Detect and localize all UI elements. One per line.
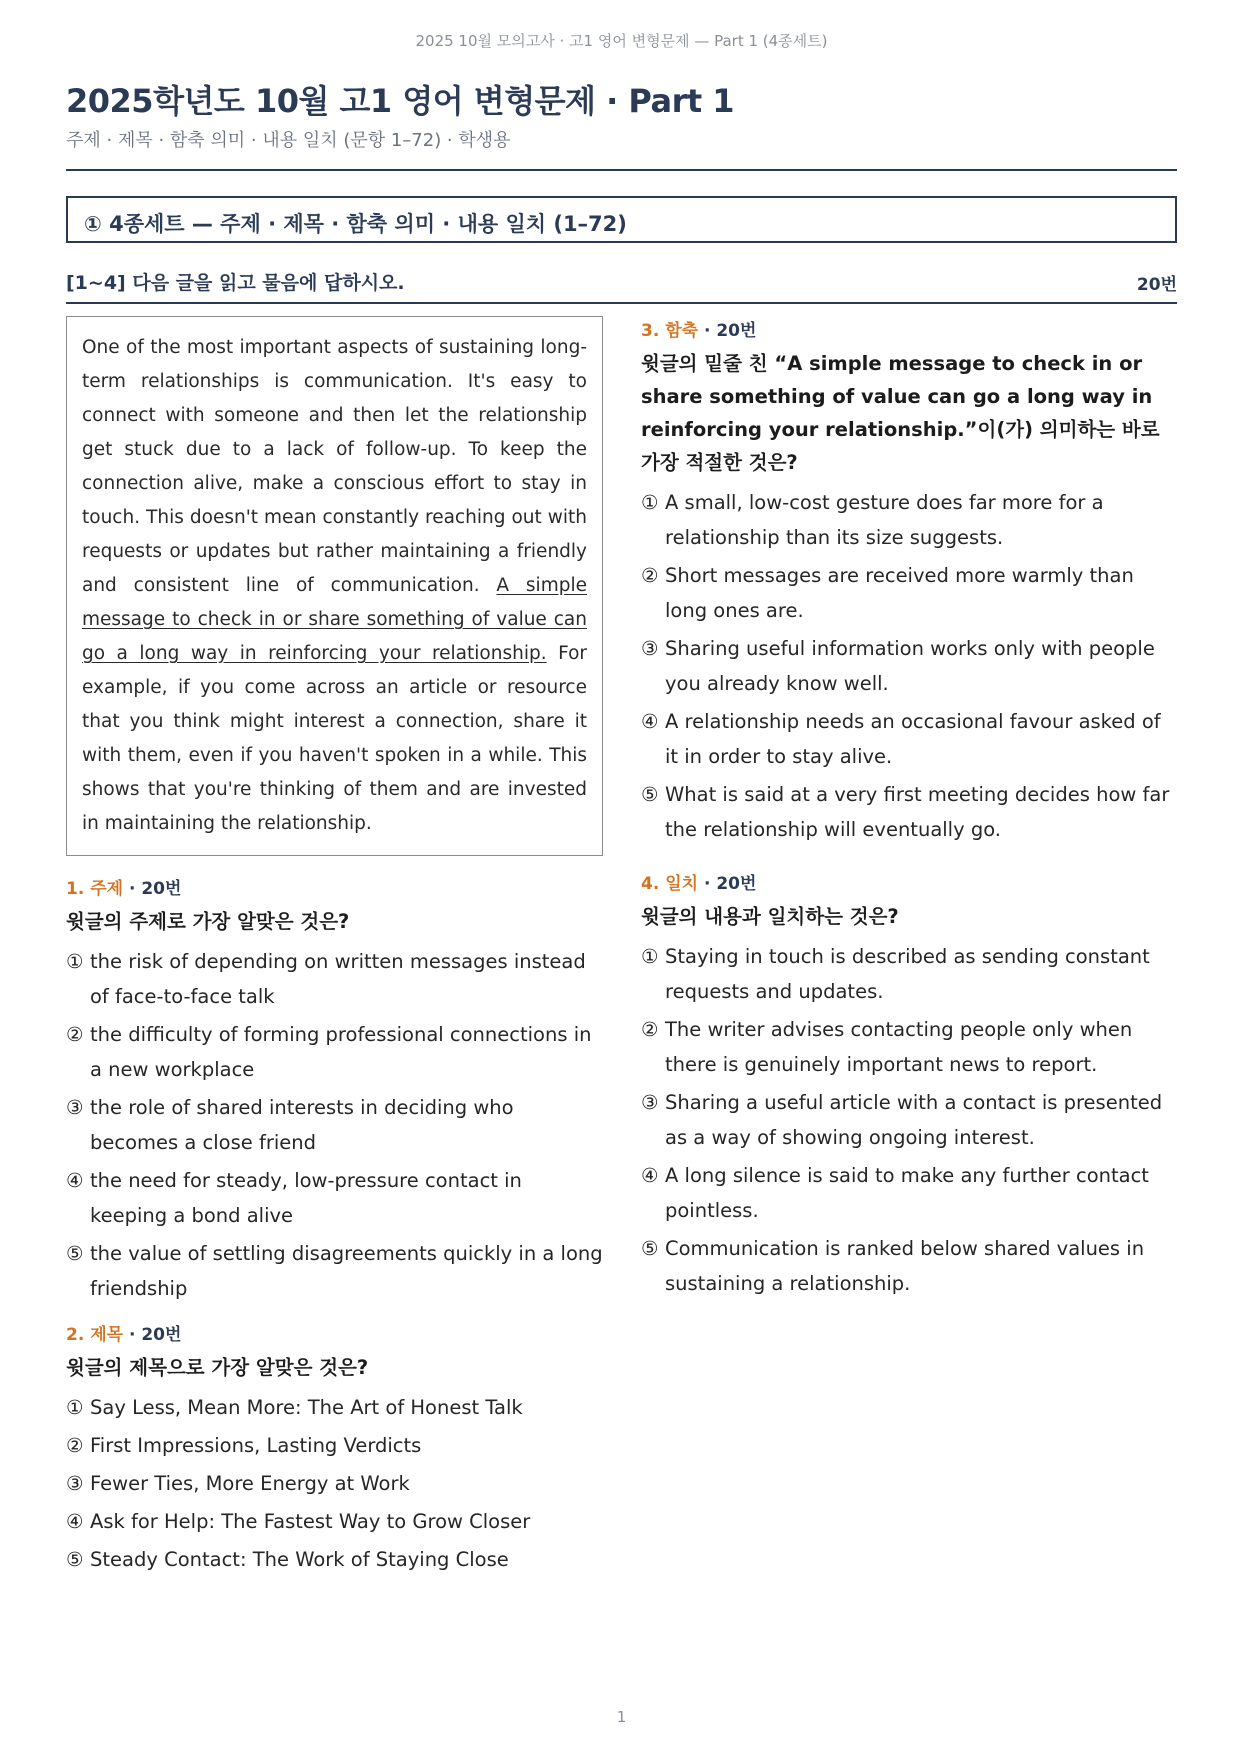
- option-mark: ④: [66, 1169, 84, 1192]
- answer-option[interactable]: [641, 704, 1177, 774]
- option-text: Short messages are received more warmly than long ones are.: [665, 564, 1134, 622]
- question-header: [66, 1320, 603, 1345]
- option-text: A small, low-cost gesture does far more for a relationship than its size suggests.: [665, 491, 1104, 549]
- question-ref: · 20번: [123, 879, 182, 899]
- answer-option[interactable]: [66, 1390, 603, 1425]
- option-mark: ③: [641, 637, 659, 660]
- option-text: the difficulty of forming professional connections in a new workplace: [90, 1023, 592, 1081]
- option-text: Steady Contact: The Work of Staying Close: [90, 1548, 509, 1571]
- page-title: 2025학년도 10월 고1 영어 변형문제 · Part 1: [66, 82, 735, 120]
- answer-option[interactable]: [66, 1428, 603, 1463]
- option-mark: ②: [641, 1018, 659, 1041]
- option-text: the risk of depending on written messages instead of face-to-face talk: [90, 950, 586, 1008]
- option-mark: ②: [66, 1023, 84, 1046]
- answer-option[interactable]: [641, 1231, 1177, 1301]
- question-header: [641, 316, 1177, 341]
- answer-option[interactable]: [641, 485, 1177, 555]
- question-3: [641, 316, 1177, 847]
- question-header: [66, 874, 603, 899]
- option-text: the value of settling disagreements quickly in a long friendship: [90, 1242, 603, 1300]
- option-text: Communication is ranked below shared values in sustaining a relationship.: [665, 1237, 1145, 1295]
- passage-text-continued: For example, if you come across an article or resource that you think might interest a connection, share it with them, even if you haven't spoken in a while. This shows that you're thinking of them and are invested in maintaining the relationship.: [82, 643, 587, 834]
- option-mark: ③: [641, 1091, 659, 1114]
- question-stem: 윗글의 제목으로 가장 알맞은 것은?: [66, 1356, 369, 1379]
- option-text: The writer advises contacting people only when there is genuinely important news to report.: [665, 1018, 1133, 1076]
- question-number: 4. 일치: [641, 874, 699, 894]
- page-number: 1: [616, 1708, 627, 1726]
- question-number: 1. 주제: [66, 879, 124, 899]
- question-ref: · 20번: [698, 321, 757, 341]
- option-mark: ⑤: [641, 1237, 659, 1260]
- right-column: [641, 316, 1177, 1315]
- option-mark: ①: [66, 1396, 84, 1419]
- option-text: Sharing a useful article with a contact is presented as a way of showing ongoing interest.: [665, 1091, 1163, 1149]
- set-heading-box: ① 4종세트 — 주제 · 제목 · 함축 의미 · 내용 일치 (1–72): [66, 196, 1177, 243]
- option-text: Sharing useful information works only with people you already know well.: [665, 637, 1155, 695]
- passage-underlined-sentence: A simple message to check in or share something of value can go a long way in reinforcing your relationship.: [82, 575, 587, 664]
- question-stem: 윗글의 주제로 가장 알맞은 것은?: [66, 910, 350, 933]
- question-1: [66, 874, 603, 1306]
- answer-option[interactable]: [66, 944, 603, 1014]
- answer-option[interactable]: [641, 1158, 1177, 1228]
- answer-option[interactable]: [641, 939, 1177, 1009]
- question-stem: 윗글의 밑줄 친 “A simple message to check in or share something of value can go a long way in reinforcing your relationship.”이(가) 의미하는 바로 가장 적절한 것은?: [641, 352, 1160, 474]
- option-text: A relationship needs an occasional favour asked of it in order to stay alive.: [665, 710, 1161, 768]
- instruction-text: [1~4] 다음 글을 읽고 물음에 답하시오.: [66, 272, 405, 294]
- option-mark: ④: [641, 1164, 659, 1187]
- answer-option[interactable]: [641, 631, 1177, 701]
- option-text: First Impressions, Lasting Verdicts: [90, 1434, 422, 1457]
- option-text: the role of shared interests in deciding who becomes a close friend: [90, 1096, 514, 1154]
- option-mark: ④: [641, 710, 659, 733]
- option-text: the need for steady, low-pressure contact in keeping a bond alive: [90, 1169, 522, 1227]
- answer-option[interactable]: [641, 777, 1177, 847]
- option-text: Staying in touch is described as sending constant requests and updates.: [665, 945, 1150, 1003]
- option-mark: ⑤: [641, 783, 659, 806]
- passage-text: One of the most important aspects of sustaining long-term relationships is communication. It's easy to connect with someone and then let the relationship get stuck due to a lack of follow-up. To keep the connection alive, make a conscious effort to stay in touch. This doesn't mean constantly reaching out with requests or updates but rather maintaining a friendly and consistent line of communication.: [82, 337, 587, 596]
- option-mark: ④: [66, 1510, 84, 1533]
- page-subtitle: 주제 · 제목 · 함축 의미 · 내용 일치 (문항 1–72) · 학생용: [66, 130, 511, 151]
- answer-option[interactable]: [641, 1085, 1177, 1155]
- option-mark: ②: [641, 564, 659, 587]
- question-ref: · 20번: [123, 1325, 182, 1345]
- option-mark: ⑤: [66, 1548, 84, 1571]
- instruction-row: [66, 268, 1177, 304]
- option-mark: ①: [66, 950, 84, 973]
- running-head: 2025 10월 모의고사 · 고1 영어 변형문제 — Part 1 (4종세트): [415, 32, 828, 50]
- option-mark: ①: [641, 491, 659, 514]
- question-number: 3. 함축: [641, 321, 699, 341]
- option-mark: ⑤: [66, 1242, 84, 1265]
- question-number: 2. 제목: [66, 1325, 124, 1345]
- option-text: A long silence is said to make any further contact pointless.: [665, 1164, 1149, 1222]
- question-2: [66, 1320, 603, 1577]
- left-column: [66, 316, 603, 1591]
- answer-option[interactable]: [66, 1163, 603, 1233]
- option-mark: ③: [66, 1472, 84, 1495]
- instruction-points: 20번: [1136, 275, 1177, 295]
- option-mark: ②: [66, 1434, 84, 1457]
- question-ref: · 20번: [698, 874, 757, 894]
- option-text: Say Less, Mean More: The Art of Honest Talk: [90, 1396, 523, 1419]
- answer-option[interactable]: [66, 1236, 603, 1306]
- question-stem: 윗글의 내용과 일치하는 것은?: [641, 905, 899, 928]
- answer-option[interactable]: [66, 1017, 603, 1087]
- reading-passage: [66, 316, 603, 856]
- option-mark: ③: [66, 1096, 84, 1119]
- question-header: [641, 869, 1177, 894]
- answer-option[interactable]: [66, 1542, 603, 1577]
- option-text: Ask for Help: The Fastest Way to Grow Closer: [90, 1510, 531, 1533]
- answer-option[interactable]: [66, 1466, 603, 1501]
- option-text: What is said at a very first meeting decides how far the relationship will eventually go.: [665, 783, 1170, 841]
- option-mark: ①: [641, 945, 659, 968]
- answer-option[interactable]: [641, 1012, 1177, 1082]
- title-divider: [66, 169, 1177, 171]
- option-text: Fewer Ties, More Energy at Work: [90, 1472, 410, 1495]
- answer-option[interactable]: [641, 558, 1177, 628]
- answer-option[interactable]: [66, 1504, 603, 1539]
- question-4: [641, 869, 1177, 1301]
- exam-page: [66, 0, 1177, 1754]
- answer-option[interactable]: [66, 1090, 603, 1160]
